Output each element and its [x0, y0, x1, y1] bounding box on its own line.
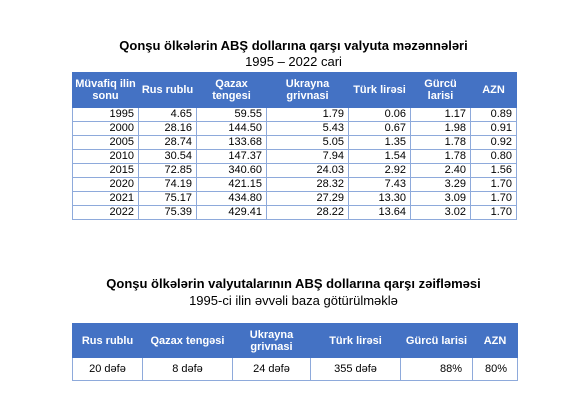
table1-header-row [73, 73, 517, 108]
col-header-gel: Gürcü larisi [401, 324, 473, 358]
table-cell: 2020 [73, 178, 139, 192]
table-cell: 80% [473, 358, 518, 381]
table2-header-row [73, 324, 518, 358]
table-cell: 3.09 [411, 192, 471, 206]
table-row [73, 358, 518, 381]
table-cell: 2021 [73, 192, 139, 206]
table-cell: 2.92 [349, 164, 411, 178]
col-header-kzt: Qazax tengesi [197, 73, 267, 108]
table-cell: 1.54 [349, 150, 411, 164]
table-cell: 2015 [73, 164, 139, 178]
col-header-azn: AZN [473, 324, 518, 358]
table-cell: 72.85 [139, 164, 197, 178]
table-cell: 0.92 [471, 136, 517, 150]
table-row [73, 122, 517, 136]
table1-subtitle: 1995 – 2022 cari [245, 54, 342, 69]
table-cell: 1.78 [411, 150, 471, 164]
table-cell: 1.70 [471, 178, 517, 192]
table-cell: 28.32 [267, 178, 349, 192]
table-cell: 434.80 [197, 192, 267, 206]
table-cell: 13.30 [349, 192, 411, 206]
table-cell: 1.78 [411, 136, 471, 150]
table-cell: 0.67 [349, 122, 411, 136]
col-header-year: Müvafiq ilin sonu [73, 73, 139, 108]
table-cell: 2010 [73, 150, 139, 164]
table-cell: 1.70 [471, 206, 517, 220]
table-cell: 2022 [73, 206, 139, 220]
table-cell: 1.70 [471, 192, 517, 206]
table-cell: 0.89 [471, 108, 517, 122]
table1-title: Qonşu ölkələrin ABŞ dollarına qarşı valyuta məzənnələri [119, 38, 468, 53]
table-cell: 1.98 [411, 122, 471, 136]
table-cell: 429.41 [197, 206, 267, 220]
table-cell: 24.03 [267, 164, 349, 178]
exchange-rate-table [72, 72, 517, 220]
table-row [73, 150, 517, 164]
table-row [73, 206, 517, 220]
table-cell: 7.43 [349, 178, 411, 192]
table-cell: 28.74 [139, 136, 197, 150]
table-cell: 75.17 [139, 192, 197, 206]
table-cell: 133.68 [197, 136, 267, 150]
table-cell: 144.50 [197, 122, 267, 136]
table-cell: 2005 [73, 136, 139, 150]
table-cell: 5.05 [267, 136, 349, 150]
table-cell: 28.16 [139, 122, 197, 136]
table-row [73, 178, 517, 192]
table-cell: 8 dəfə [143, 358, 233, 381]
table-cell: 1.56 [471, 164, 517, 178]
col-header-try: Türk lirəsi [311, 324, 401, 358]
table-cell: 147.37 [197, 150, 267, 164]
table-cell: 1.35 [349, 136, 411, 150]
table-cell: 88% [401, 358, 473, 381]
table-cell: 3.29 [411, 178, 471, 192]
col-header-azn: AZN [471, 73, 517, 108]
table-cell: 7.94 [267, 150, 349, 164]
table-cell: 421.15 [197, 178, 267, 192]
table-cell: 75.39 [139, 206, 197, 220]
table-row [73, 164, 517, 178]
table-cell: 24 dəfə [233, 358, 311, 381]
table-cell: 0.06 [349, 108, 411, 122]
table-cell: 5.43 [267, 122, 349, 136]
table-cell: 4.65 [139, 108, 197, 122]
table-cell: 1.17 [411, 108, 471, 122]
table2-title: Qonşu ölkələrin valyutalarının ABŞ dollarına qarşı zəifləməsi [106, 276, 481, 291]
table-cell: 28.22 [267, 206, 349, 220]
table-cell: 0.80 [471, 150, 517, 164]
table-cell: 3.02 [411, 206, 471, 220]
table-cell: 30.54 [139, 150, 197, 164]
depreciation-table [72, 323, 518, 381]
table-row [73, 192, 517, 206]
table-cell: 355 dəfə [311, 358, 401, 381]
table-row [73, 136, 517, 150]
col-header-gel: Gürcü larisi [411, 73, 471, 108]
table-cell: 340.60 [197, 164, 267, 178]
table2-subtitle: 1995-ci ilin əvvəli baza götürülməklə [189, 293, 398, 308]
table-row [73, 108, 517, 122]
table-cell: 2000 [73, 122, 139, 136]
col-header-uah: Ukrayna grivnasi [233, 324, 311, 358]
col-header-uah: Ukrayna grivnasi [267, 73, 349, 108]
table-cell: 1.79 [267, 108, 349, 122]
col-header-rub: Rus rublu [73, 324, 143, 358]
table-cell: 13.64 [349, 206, 411, 220]
table-cell: 1995 [73, 108, 139, 122]
table-cell: 59.55 [197, 108, 267, 122]
table-cell: 0.91 [471, 122, 517, 136]
table-cell: 74.19 [139, 178, 197, 192]
table-cell: 20 dəfə [73, 358, 143, 381]
col-header-kzt: Qazax tengəsi [143, 324, 233, 358]
table-cell: 27.29 [267, 192, 349, 206]
col-header-try: Türk lirəsi [349, 73, 411, 108]
col-header-rub: Rus rublu [139, 73, 197, 108]
table-cell: 2.40 [411, 164, 471, 178]
